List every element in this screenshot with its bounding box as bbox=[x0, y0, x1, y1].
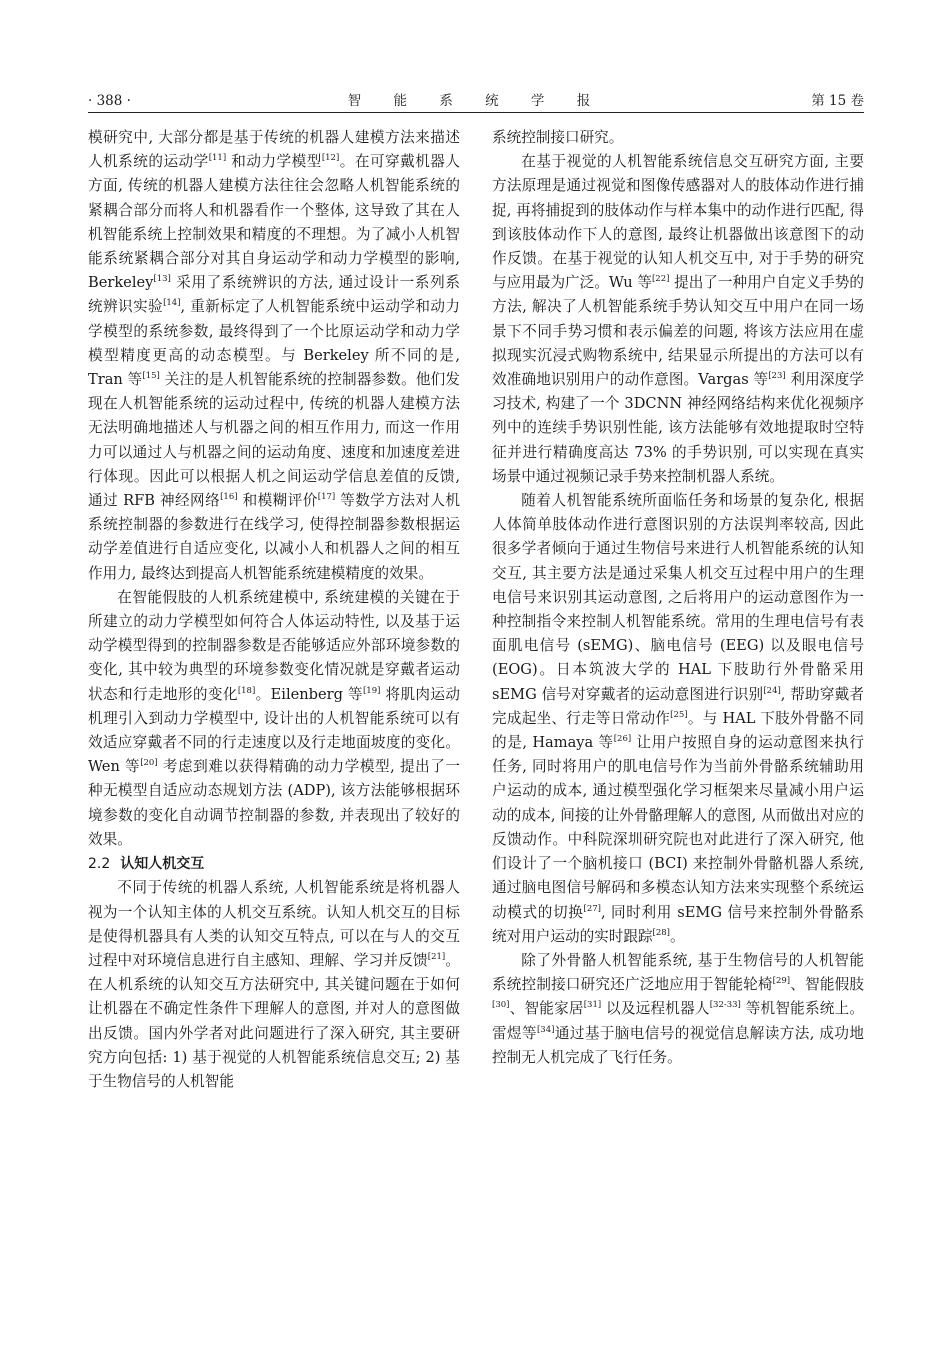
page-number: · 388 · bbox=[88, 93, 131, 109]
citation: [30] bbox=[492, 1000, 510, 1011]
text-run: 关注的是人机智能系统的控制器参数。他们发现在人机智能系统的运动过程中, 传统的机器人建模方法无法明确地描述人与机器之间的相互作用力, 而这一作用力可以通过人与机器之间的运动角度、速度和加速度差进行体现。因此可以根据人机之间运动学信息差值的反馈, 通过 RFB 神经网络 bbox=[88, 371, 460, 510]
text-run: 等数学方法对人机系统控制器的参数进行在线学习, 使得控制器参数根据运动学差值进行自适应变化, 以减小人和机器人之间的相互作用力, 最终达到提高人机智能系统建模精度的效果。 bbox=[88, 492, 461, 582]
text-run: 除了外骨骼人机智能系统, 基于生物信号的人机智能系统控制接口研究还广泛地应用于智能轮椅 bbox=[492, 951, 864, 994]
text-run: 利用深度学习技术, 构建了一个 3DCNN 神经网络结构来优化视频序列中的连续手势识别性能, 该方法能够有效地提取时空特征并进行精确度高达 73% 的手势识别, 可以实现在真实场景中通过视频记录手势来控制机器人系统。 bbox=[492, 371, 864, 485]
citation: [22] bbox=[651, 274, 670, 285]
paragraph-continued: 系统控制接口研究。 bbox=[492, 129, 624, 146]
text-run: 。Eilenberg 等 bbox=[255, 685, 363, 703]
citation: [18] bbox=[237, 685, 256, 696]
citation: [31] bbox=[583, 1000, 602, 1011]
text-run: 在智能假肢的人机系统建模中, 系统建模的关键在于所建立的动力学模型如何符合人体运动特性, 以及基于运动学模型得到的控制器参数是否能够适应外部环境参数的变化, 其中较为典型的环境参数变化情况就是穿戴者运动状态和行走地形的变化 bbox=[88, 588, 460, 703]
text-run: 通过基于脑电信号的视觉信息解读方法, 成功地控制无人机完成了飞行任务。 bbox=[492, 1024, 864, 1066]
citation: [29] bbox=[772, 976, 791, 987]
paragraph-other-applications bbox=[492, 949, 864, 1070]
text-run: , 重新标定了人机智能系统中运动学和动力学模型的系统参数, 最终得到了一个比原运动学和动力学模型精度更高的动态模型。与 Berkeley 所不同的是, Tran 等 bbox=[88, 298, 460, 389]
right-column bbox=[492, 126, 864, 1070]
citation: [14] bbox=[163, 298, 181, 309]
left-column bbox=[88, 126, 460, 1094]
text-run: 随着人机智能系统所面临任务和场景的复杂化, 根据人体简单肢体动作进行意图识别的方法误判率较高, 因此很多学者倾向于通过生物信号来进行人机智能系统的认知交互, 其主要方法是通过采集人机交互过程中用户的生理电信号来识别其运动意图, 之后将用户的运动意图作为一种控制指令来控制人机智能系统。常用的生理电信号有表面肌电信号 (sEMG)、脑电信号 (EEG) 以及眼电信号 (EOG)。日本筑波大学的 HAL 下肢助行外骨骼采用 sEMG 信号对穿戴者的运动意图进行识别 bbox=[492, 492, 864, 703]
citation: [27] bbox=[583, 903, 601, 914]
text-run: 提出了一种用户自定义手势的方法, 解决了人机智能系统手势认知交互中用户在同一场景下不同手势习惯和表示偏差的问题, 将该方法应用在虚拟现实沉浸式购物系统中, 结果显示所提出的方法可以有效准确地识别用户的动作意图。Vargas 等 bbox=[492, 274, 865, 389]
text-run: 模研究中, 大部分都是基于传统的机器人建模方法来描述人机系统的运动学 bbox=[88, 129, 460, 171]
citation: [26] bbox=[613, 734, 632, 745]
text-run: 、智能假肢 bbox=[790, 976, 864, 994]
citation: [12] bbox=[321, 153, 340, 164]
section-heading bbox=[88, 852, 460, 876]
text-run: 在基于视觉的人机智能系统信息交互研究方面, 主要方法原理是通过视觉和图像传感器对人的肢体动作进行捕捉, 再将捕捉到的肢体动作与样本集中的动作进行匹配, 得到该肢体动作下人的意图, 最终让机器做出该意图下的动作反馈。在基于视觉的认知人机交互中, 对于手势的研究与应用最为广泛。Wu 等 bbox=[492, 153, 864, 292]
text-run: , 同时利用 sEMG 信号来控制外骨骼系统对用户运动的实时跟踪 bbox=[492, 903, 864, 945]
text-run: , 帮助穿戴者完成起坐、行走等日常动作 bbox=[492, 685, 864, 727]
paragraph-prosthesis-modeling bbox=[88, 586, 460, 852]
paragraph-biosignal-interaction bbox=[492, 489, 864, 949]
paragraph-modeling-continued bbox=[88, 126, 460, 586]
text-run: 和动力学模型 bbox=[226, 153, 322, 171]
paragraph-vision-interaction bbox=[492, 150, 864, 489]
volume-label: 第 15 卷 bbox=[811, 93, 864, 109]
text-run: 让用户按照自身的运动意图来执行任务, 同时将用户的肌电信号作为当前外骨骼系统辅助用户运动的成本, 通过模型强化学习框架来尽量减小用户运动的成本, 间接的让外骨骼理解人的意图, 从而做出对应的反馈动作。中科院深圳研究院也对此进行了深入研究, 他们设计了一个脑机接口 (BCI) 来控制外骨骼机器人系统, 通过脑电图信号解码和多模态认知方法来实现整个系统运动模式的切换 bbox=[492, 734, 864, 921]
citation: [17] bbox=[317, 492, 336, 503]
citation: [16] bbox=[220, 492, 238, 503]
text-run: 和模糊评价 bbox=[237, 492, 318, 510]
citation: [23] bbox=[768, 371, 786, 382]
citation: [24] bbox=[763, 685, 781, 696]
citation: [13] bbox=[153, 274, 171, 285]
text-run: 以及远程机器人 bbox=[601, 1000, 710, 1018]
text-run: 。 bbox=[670, 927, 685, 945]
citation: [15] bbox=[142, 371, 160, 382]
citation: [34] bbox=[536, 1024, 555, 1035]
citation: [20] bbox=[140, 758, 158, 769]
section-title: 认知人机交互 bbox=[120, 856, 205, 873]
section-number: 2.2 bbox=[88, 856, 111, 873]
text-run: 。在人机系统的认知交互方法研究中, 其关键问题在于如何让机器在不确定性条件下理解人的意图, 并对人的意图做出反馈。国内外学者对此问题进行了深入研究, 其主要研究方向包括: 1) 基于视觉的人机智能系统信息交互; 2) 基于生物信号的人机智能 bbox=[88, 951, 460, 1090]
citation: [25] bbox=[670, 709, 688, 720]
journal-name: 智 能 系 统 学 报 bbox=[347, 93, 605, 109]
text-run: 将肌肉运动机理引入到动力学模型中, 设计出的人机智能系统可以有效适应穿戴者不同的行走速度以及行走地面坡度的变化。Wen 等 bbox=[88, 685, 460, 776]
text-run: 。与 HAL 下肢外骨骼不同的是, Hamaya 等 bbox=[492, 709, 864, 752]
running-header bbox=[88, 90, 864, 113]
text-run: 等机智能系统上。雷煜等 bbox=[492, 1000, 865, 1042]
text-run: 。在可穿戴机器人方面, 传统的机器人建模方法往往会忽略人机智能系统的紧耦合部分而将人和机器看作一个整体, 这导致了其在人机智能系统上控制效果和精度的不理想。为了减小人机智能系统紧耦合部分对其自身运动学和动力学模型的影响, Berkeley bbox=[88, 153, 460, 292]
citation: [32-33] bbox=[709, 1000, 741, 1011]
citation: [28] bbox=[652, 927, 670, 938]
citation: [21] bbox=[427, 951, 446, 962]
citation: [19] bbox=[362, 685, 381, 696]
text-run: 采用了系统辨识的方法, 通过设计一系列系统辨识实验 bbox=[88, 274, 460, 316]
citation: [11] bbox=[208, 153, 227, 164]
paragraph-cognitive-interaction bbox=[88, 876, 460, 1094]
text-run: 、智能家居 bbox=[509, 1000, 584, 1018]
text-run: 考虑到难以获得精确的动力学模型, 提出了一种无模型自适应动态规划方法 (ADP), 该方法能够根据环境参数的变化自动调节控制器的参数, 并表现出了较好的效果。 bbox=[88, 758, 461, 848]
text-run: 不同于传统的机器人系统, 人机智能系统是将机器人视为一个认知主体的人机交互系统。认知人机交互的目标是使得机器具有人类的认知交互特点, 可以在与人的交互过程中对环境信息进行自主感知、理解、学习并反馈 bbox=[88, 879, 460, 969]
